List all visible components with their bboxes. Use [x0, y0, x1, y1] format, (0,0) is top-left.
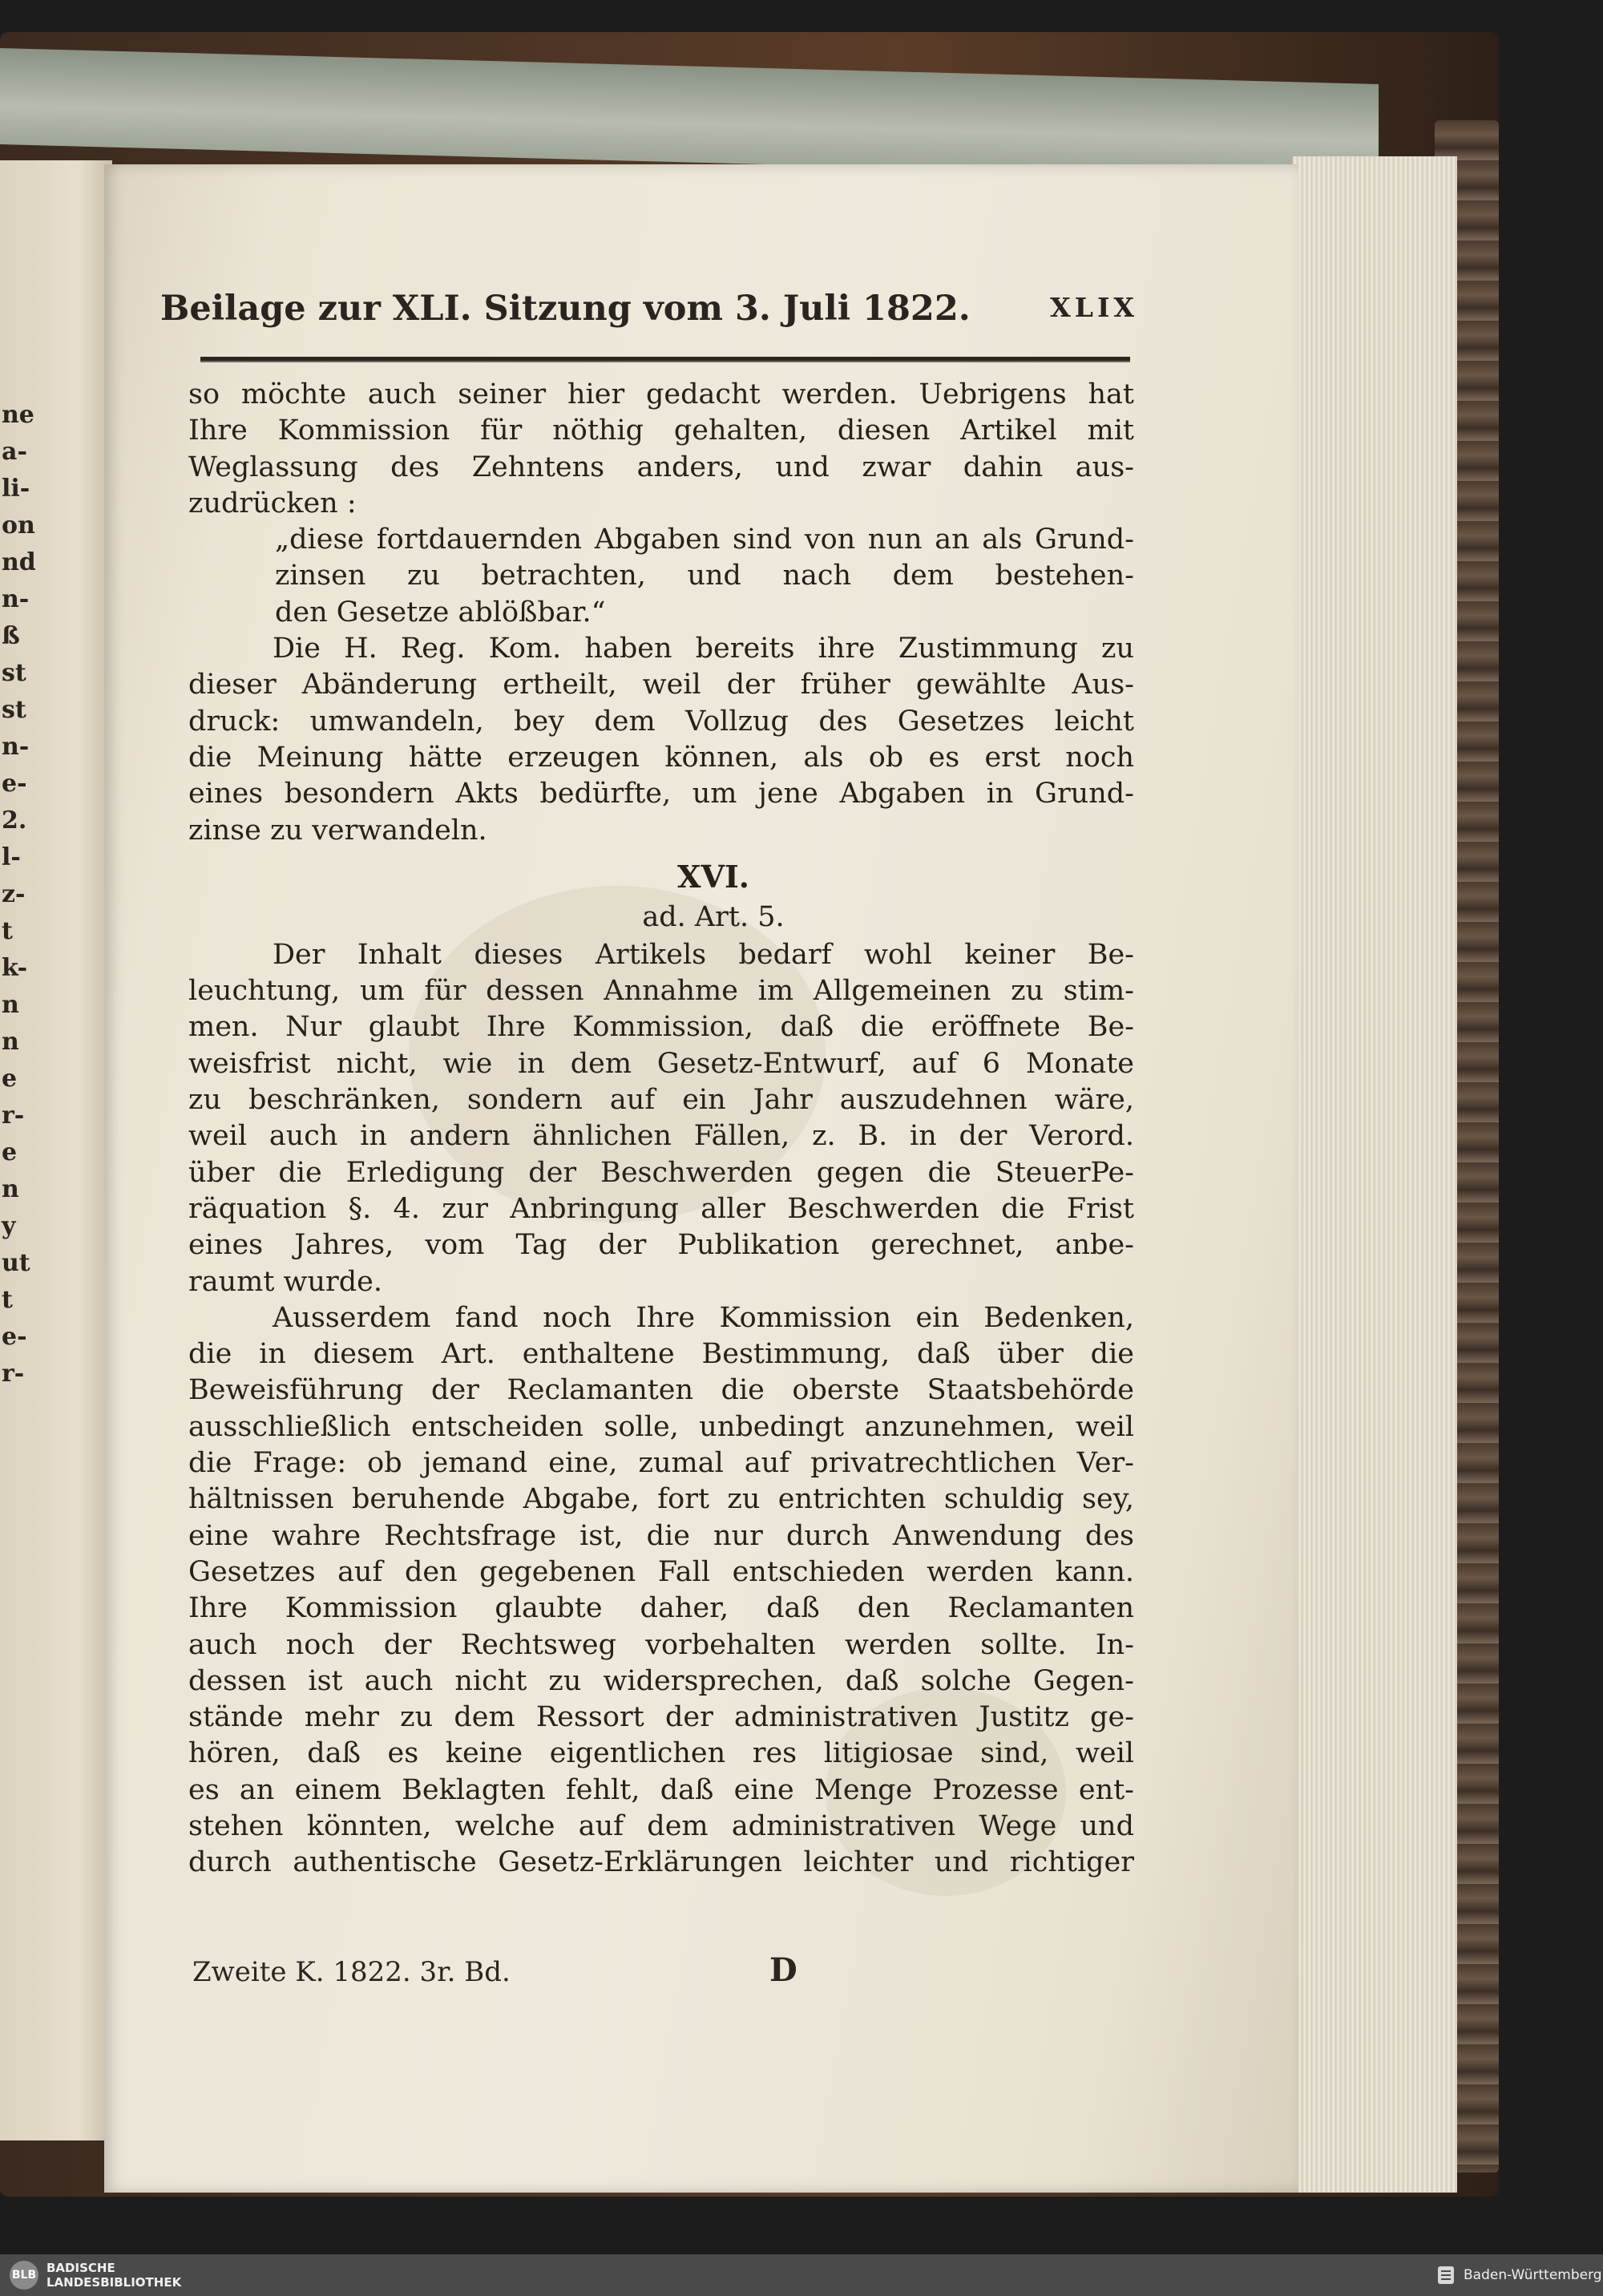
library-name-line1: BADISCHE: [46, 2261, 115, 2275]
left-page-fragment: n-: [2, 733, 30, 761]
text-line: eine wahre Rechtsfrage ist, die nur durch Anwendung des: [188, 1519, 1134, 1552]
left-page-fragment: nd: [2, 548, 36, 576]
left-page-fragment: st: [2, 696, 26, 724]
text-line: raumt wurde.: [188, 1265, 382, 1298]
text-line: so möchte auch seiner hier gedacht werden. Uebrigens hat: [188, 378, 1134, 410]
header-rule: [200, 357, 1130, 362]
page-stack: [1290, 156, 1457, 2193]
state-coat-of-arms-icon: [1435, 2264, 1457, 2286]
left-page-fragment: ß: [2, 622, 20, 650]
text-line: es an einem Beklagten fehlt, daß eine Menge Prozesse ent-: [188, 1773, 1134, 1806]
state-name: Baden-Württemberg: [1464, 2267, 1602, 2283]
text-line: durch authentische Gesetz-Erklärungen leichter und richtiger: [188, 1846, 1134, 1879]
text-line: eines Jahres, vom Tag der Publikation gerechnet, anbe-: [188, 1229, 1134, 1262]
page-footer: [192, 1951, 850, 1989]
library-logo-icon: BLB: [10, 2261, 38, 2290]
left-page-fragment: n: [2, 991, 19, 1019]
text-line: eines besondern Akts bedürfte, um jene Abgaben in Grund-: [188, 778, 1134, 810]
text-line: men. Nur glaubt Ihre Kommission, daß die eröffnete Be-: [188, 1011, 1134, 1044]
text-line: dessen ist auch nicht zu widersprechen, daß solche Gegen-: [188, 1664, 1134, 1697]
left-page-fragment: y: [2, 1212, 16, 1240]
text-line: hältnissen beruhende Abgabe, fort zu entrichten schuldig sey,: [188, 1483, 1134, 1516]
left-page-fragment: r-: [2, 1360, 25, 1388]
text-line: dieser Abänderung ertheilt, weil der früher gewählte Aus-: [188, 669, 1134, 701]
left-page-fragment: t: [2, 1286, 13, 1314]
left-page-fragment: on: [2, 511, 35, 540]
left-page-fragment: e-: [2, 770, 27, 798]
left-page-fragment: z-: [2, 880, 26, 908]
text-line: zinse zu verwandeln.: [188, 814, 487, 847]
left-page-fragment: t: [2, 917, 13, 945]
running-header: [160, 289, 1138, 329]
left-page-fragment: n: [2, 1175, 19, 1203]
text-line: räquation §. 4. zur Anbringung aller Beschwerden die Frist: [188, 1192, 1134, 1225]
quote-line: zinsen zu betrachten, und nach dem bestehen-: [275, 560, 1134, 592]
text-line: stehen könnten, welche auf dem administrativen Wege und: [188, 1809, 1134, 1842]
left-page-fragment: a-: [2, 438, 27, 466]
text-line: stände mehr zu dem Ressort der administrativen Justitz ge-: [188, 1701, 1134, 1734]
text-line: ausschließlich entscheiden solle, unbedingt anzunehmen, weil: [188, 1410, 1134, 1443]
text-line: leuchtung, um für dessen Annahme im Allgemeinen zu stim-: [188, 975, 1134, 1008]
left-page-fragment: 2.: [2, 806, 27, 835]
left-page-fragment: e: [2, 1138, 18, 1166]
left-page-fragment: ne: [2, 401, 34, 429]
left-page: [0, 160, 112, 2140]
text-line: Der Inhalt dieses Artikels bedarf wohl keiner Be-: [273, 938, 1134, 971]
left-page-fragment: l-: [2, 843, 21, 871]
left-page-fragment: li-: [2, 475, 30, 503]
text-line: Ihre Kommission glaubte daher, daß den Reclamanten: [188, 1592, 1134, 1625]
text-line: Weglassung des Zehntens anders, und zwar dahin aus-: [188, 451, 1134, 483]
signature-line: Zweite K. 1822. 3r. Bd.: [192, 1956, 511, 1988]
text-line: zudrücken :: [188, 487, 357, 519]
left-page-fragment: n: [2, 1028, 19, 1056]
section-number: XVI.: [677, 858, 749, 895]
text-line: Ausserdem fand noch Ihre Kommission ein Bedenken,: [273, 1301, 1134, 1334]
quote-line: den Gesetze ablößbar.“: [275, 596, 606, 629]
left-page-fragment: k-: [2, 954, 28, 982]
text-line: zu beschränken, sondern auf ein Jahr auszudehnen wäre,: [188, 1084, 1134, 1117]
text-line: auch noch der Rechtsweg vorbehalten werden sollte. In-: [188, 1628, 1134, 1661]
text-line: die Meinung hätte erzeugen können, als ob es erst noch: [188, 741, 1134, 774]
text-line: die in diesem Art. enthaltene Bestimmung, daß über die: [188, 1338, 1134, 1371]
page-number: XLIX: [1050, 292, 1138, 323]
section-article: ad. Art. 5.: [642, 900, 785, 933]
text-line: Die H. Reg. Kom. haben bereits ihre Zustimmung zu: [273, 633, 1134, 665]
text-line: weisfrist nicht, wie in dem Gesetz-Entwurf, auf 6 Monate: [188, 1047, 1134, 1080]
page-body: [188, 377, 1134, 1882]
text-line: Gesetzes auf den gegebenen Fall entschieden werden kann.: [188, 1555, 1134, 1588]
left-page-fragment: n-: [2, 585, 30, 613]
left-page-fragment: st: [2, 659, 26, 687]
left-page-fragment: ut: [2, 1249, 30, 1277]
left-page-fragment: r-: [2, 1102, 25, 1130]
left-page-fragment: e-: [2, 1323, 27, 1351]
text-line: über die Erledigung der Beschwerden gegen die SteuerPe-: [188, 1156, 1134, 1189]
text-line: druck: umwandeln, bey dem Vollzug des Gesetzes leicht: [188, 705, 1134, 738]
header-title: Beilage zur XLI. Sitzung vom 3. Juli 1822.: [160, 289, 971, 329]
text-line: Beweisführung der Reclamanten die oberste Staatsbehörde: [188, 1374, 1134, 1407]
text-line: hören, daß es keine eigentlichen res litigiosae sind, weil: [188, 1737, 1134, 1770]
text-line: Ihre Kommission für nöthig gehalten, diesen Artikel mit: [188, 414, 1134, 447]
left-page-fragment: e: [2, 1065, 18, 1093]
library-name: [46, 2261, 181, 2290]
library-name-line2: LANDESBIBLIOTHEK: [46, 2275, 182, 2290]
signature-mark: D: [769, 1951, 797, 1989]
text-line: weil auch in andern ähnlichen Fällen, z. B. in der Verord.: [188, 1120, 1134, 1153]
quote-line: „diese fortdauernden Abgaben sind von nun an als Grund-: [275, 523, 1134, 556]
text-line: die Frage: ob jemand eine, zumal auf privatrechtlichen Ver-: [188, 1447, 1134, 1480]
institution-bar: [0, 2254, 1603, 2296]
